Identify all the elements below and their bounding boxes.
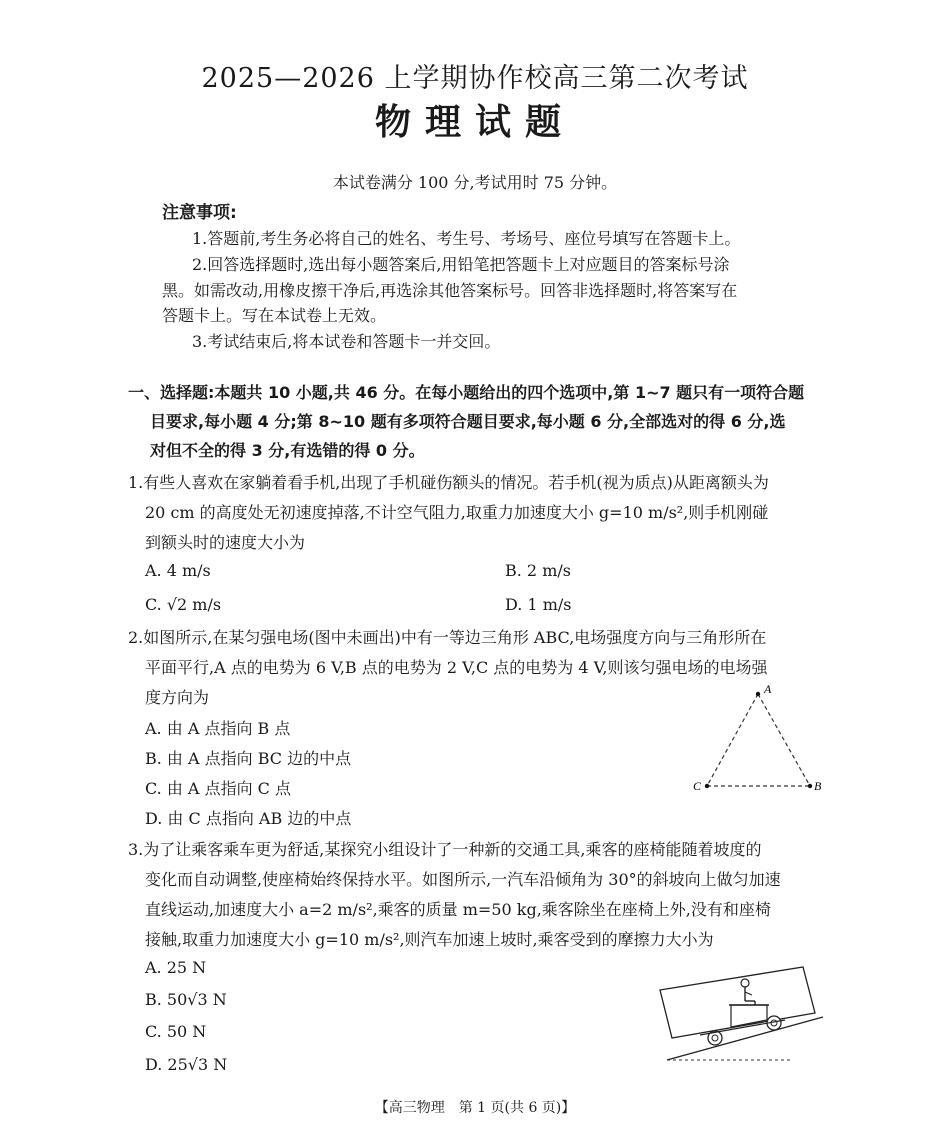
exam-title: 2025—2026 上学期协作校高三第二次考试 — [201, 63, 749, 94]
question-3-option-a: A. 25 N — [145, 958, 207, 977]
label-a: A — [764, 682, 772, 696]
question-2-text: 度方向为 — [145, 688, 210, 707]
label-c: C — [693, 779, 702, 793]
car-body — [660, 967, 815, 1038]
passenger-head-icon — [741, 979, 749, 987]
question-3-text: 变化而自动调整,使座椅始终保持水平。如图所示,一汽车沿倾角为 30°的斜坡向上做匀加速 — [145, 870, 781, 889]
question-2-text: 2.如图所示,在某匀强电场(图中未画出)中有一等边三角形 ABC,电场强度方向与三角形所在 — [128, 628, 767, 647]
page-footer: 【高三物理 第 1 页(共 6 页)】 — [374, 1100, 576, 1116]
notice-heading: 注意事项: — [162, 203, 237, 223]
question-1-option-b: B. 2 m/s — [505, 561, 571, 580]
question-2-text: 平面平行,A 点的电势为 6 V,B 点的电势为 2 V,C 点的电势为 4 V,则该匀强电场的电场强 — [145, 658, 768, 677]
triangle-side-ac — [707, 694, 758, 786]
car-on-slope-figure — [655, 965, 830, 1065]
question-1-option-d: D. 1 m/s — [505, 595, 572, 614]
notice-line: 答题卡上。写在本试卷上无效。 — [162, 306, 387, 325]
question-3-text: 接触,取重力加速度大小 g=10 m/s²,则汽车加速上坡时,乘客受到的摩擦力大小为 — [145, 930, 714, 949]
notice-line: 黑。如需改动,用橡皮擦干净后,再选涂其他答案标号。回答非选择题时,将答案写在 — [162, 281, 738, 300]
subject-title: 物理试题 — [374, 102, 575, 143]
question-1-text: 到额头时的速度大小为 — [145, 533, 306, 552]
passenger-arm-icon — [745, 992, 752, 995]
section-heading: 对但不全的得 3 分,有选错的得 0 分。 — [150, 441, 425, 460]
question-3-option-b: B. 50√3 N — [145, 990, 227, 1009]
question-2-option-c: C. 由 A 点指向 C 点 — [145, 779, 291, 798]
notice-line: 3.考试结束后,将本试卷和答题卡一并交回。 — [192, 332, 501, 351]
question-2-option-d: D. 由 C 点指向 AB 边的中点 — [145, 809, 352, 828]
question-2-option-b: B. 由 A 点指向 BC 边的中点 — [145, 749, 352, 768]
point-a — [756, 692, 760, 696]
exam-info: 本试卷满分 100 分,考试用时 75 分钟。 — [332, 173, 618, 192]
point-b — [808, 784, 812, 788]
question-1-text: 20 cm 的高度处无初速度掉落,不计空气阻力,取重力加速度大小 g=10 m/s²,则手机刚碰 — [145, 503, 769, 522]
question-2-option-a: A. 由 A 点指向 B 点 — [145, 719, 291, 738]
point-c — [705, 784, 709, 788]
question-1-option-a: A. 4 m/s — [145, 561, 211, 580]
question-1-option-c: C. √2 m/s — [145, 595, 222, 614]
question-1-text: 1.有些人喜欢在家躺着看手机,出现了手机碰伤额头的情况。若手机(视为质点)从距离额头为 — [128, 473, 769, 492]
notice-line: 1.答题前,考生务必将自己的姓名、考生号、考场号、座位号填写在答题卡上。 — [192, 229, 741, 248]
section-heading: 一、选择题:本题共 10 小题,共 46 分。在每小题给出的四个选项中,第 1~7 题只有一项符合题 — [128, 383, 805, 402]
notice-line: 2.回答选择题时,选出每小题答案后,用铅笔把答题卡上对应题目的答案标号涂 — [192, 255, 730, 274]
triangle-figure — [690, 680, 830, 795]
question-3-option-d: D. 25√3 N — [145, 1055, 228, 1074]
question-3-text: 直线运动,加速度大小 a=2 m/s²,乘客的质量 m=50 kg,乘客除坐在座椅上外,没有和座椅 — [145, 900, 771, 919]
label-b: B — [814, 779, 822, 793]
question-3-text: 3.为了让乘客乘车更为舒适,某探究小组设计了一种新的交通工具,乘客的座椅能随着坡度的 — [128, 840, 762, 859]
triangle-side-ab — [758, 694, 810, 786]
section-heading: 目要求,每小题 4 分;第 8~10 题有多项符合题目要求,每小题 6 分,全部选对的得 6 分,选 — [150, 412, 786, 431]
question-3-option-c: C. 50 N — [145, 1022, 207, 1041]
